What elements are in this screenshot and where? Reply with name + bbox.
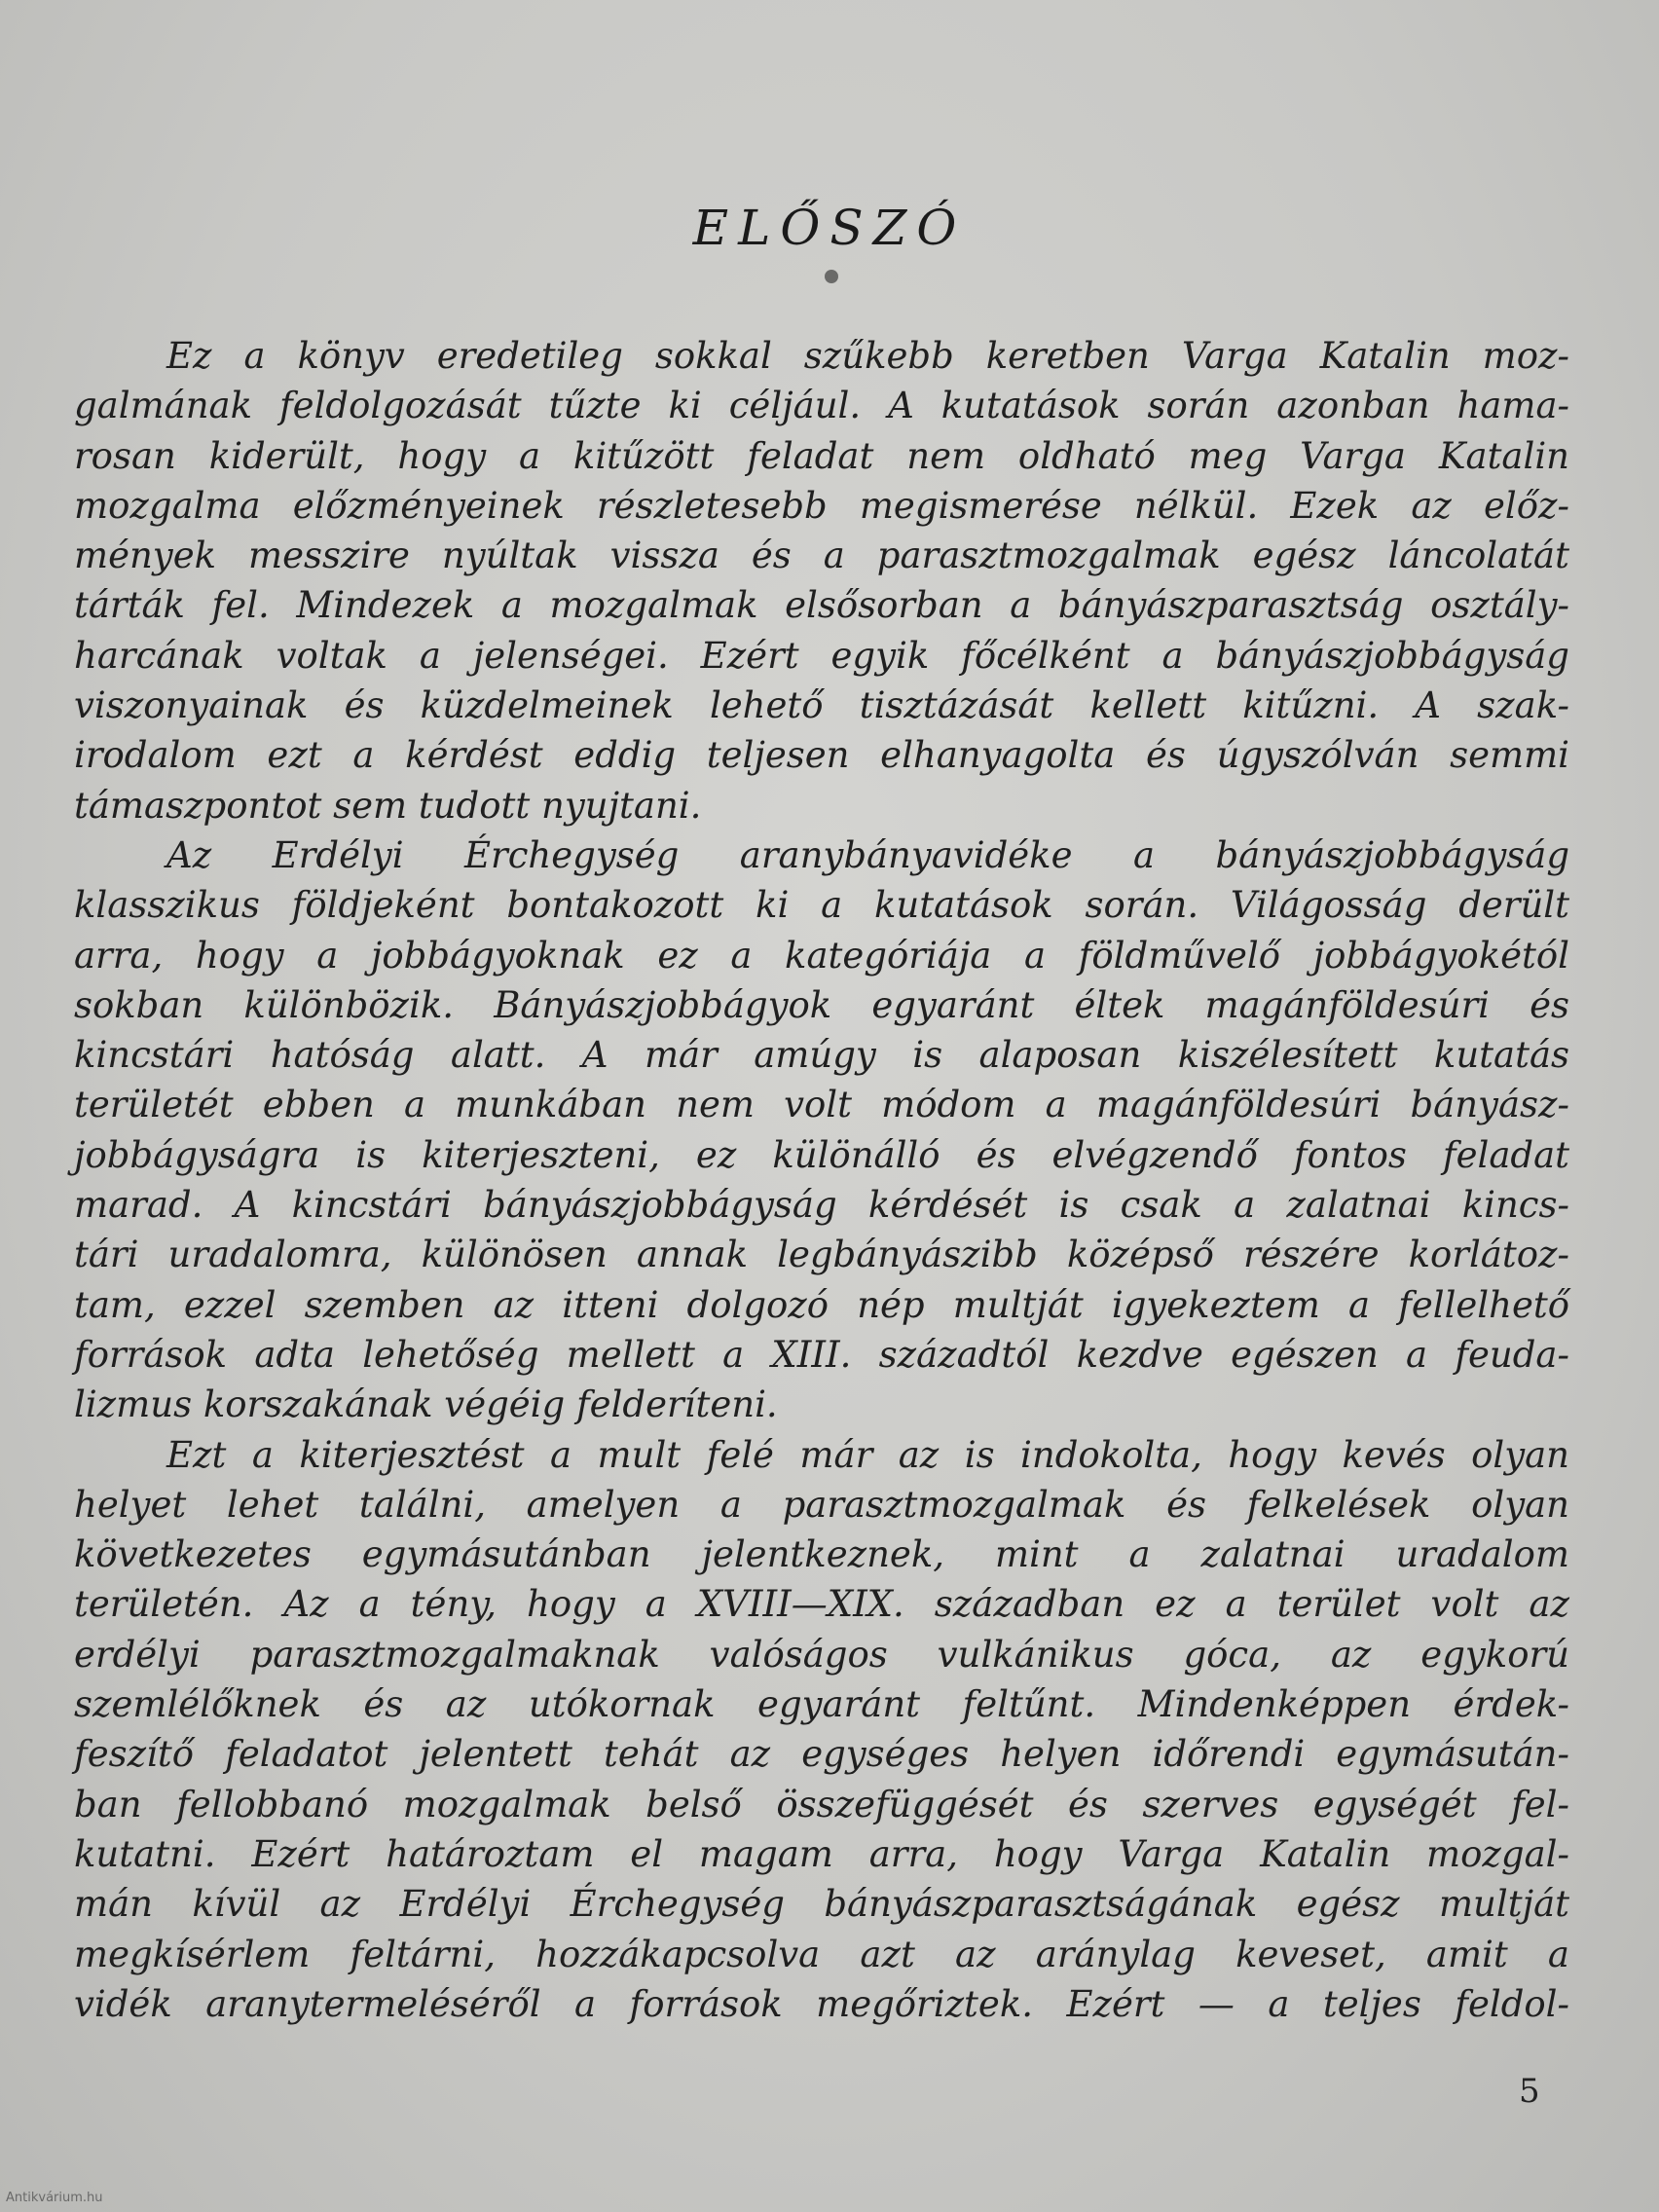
text-line: jobbágyságra is kiterjeszteni, ez különálló és elvégzendő fontos feladat [74, 1133, 1569, 1176]
text-line: lizmus korszakának végéig felderíteni. [74, 1383, 778, 1426]
text-line: klasszikus földjeként bontakozott ki a kutatások során. Világosság derült [74, 884, 1569, 927]
text-line: támaszpontot sem tudott nyujtani. [74, 784, 702, 827]
text-line: feszítő feladatot jelentett tehát az egységes helyen időrendi egymásután- [74, 1733, 1569, 1776]
text-line: mozgalma előzményeinek részletesebb megismerése nélkül. Ezek az előz- [74, 484, 1569, 527]
text-line: irodalom ezt a kérdést eddig teljesen elhanyagolta és úgyszólván semmi [74, 734, 1569, 777]
text-line: sokban különbözik. Bányászjobbágyok egyaránt éltek magánföldesúri és [74, 983, 1569, 1026]
text-line: ban fellobbanó mozgalmak belső összefüggését és szerves egységét fel- [74, 1783, 1569, 1825]
text-line: források adta lehetőség mellett a XIII. századtól kezdve egészen a feuda- [74, 1333, 1569, 1376]
page-title: ELŐSZÓ [692, 200, 967, 256]
text-line: kincstári hatóság alatt. A már amúgy is alaposan kiszélesített kutatás [74, 1034, 1569, 1077]
text-line: viszonyainak és küzdelmeinek lehető tisztázását kellett kitűzni. A szak- [74, 684, 1569, 727]
text-line: területét ebben a munkában nem volt módom a magánföldesúri bányász- [74, 1084, 1569, 1126]
watermark: Antikvárium.hu [6, 2191, 103, 2205]
text-line: tárták fel. Mindezek a mozgalmak elsősorban a bányászparasztság osztály- [74, 584, 1569, 627]
text-line: marad. A kincstári bányászjobbágyság kérdését is csak a zalatnai kincs- [74, 1184, 1569, 1227]
text-line: vidék aranytermeléséről a források megőriztek. Ezért — a teljes feldol- [74, 1982, 1569, 2025]
text-line: következetes egymásutánban jelentkeznek, mint a zalatnai uradalom [74, 1533, 1569, 1576]
text-line: erdélyi parasztmozgalmaknak valóságos vulkánikus góca, az egykorú [74, 1633, 1569, 1676]
text-line: arra, hogy a jobbágyoknak ez a kategóriája a földművelő jobbágyokétól [74, 934, 1569, 977]
text-line: megkísérlem feltárni, hozzákapcsolva azt az aránylag keveset, amit a [74, 1933, 1569, 1975]
text-line: Ezt a kiterjesztést a mult felé már az is indokolta, hogy kevés olyan [166, 1433, 1569, 1476]
text-line: helyet lehet találni, amelyen a parasztmozgalmak és felkelések olyan [74, 1483, 1569, 1526]
text-line: tam, ezzel szemben az itteni dolgozó nép multját igyekeztem a fellelhető [74, 1283, 1569, 1326]
text-line: rosan kiderült, hogy a kitűzött feladat nem oldható meg Varga Katalin [74, 434, 1569, 477]
text-line: galmának feldolgozását tűzte ki céljául. A kutatások során azonban hama- [74, 385, 1569, 427]
page-number: 5 [1519, 2072, 1540, 2111]
body-text [74, 331, 1569, 2029]
text-line: harcának voltak a jelenségei. Ezért egyik főcélként a bányászjobbágyság [74, 634, 1569, 677]
ornament-dot-icon [825, 270, 838, 283]
text-line: területén. Az a tény, hogy a XVIII—XIX. században ez a terület volt az [74, 1583, 1569, 1626]
text-line: tári uradalomra, különösen annak legbányászibb középső részére korlátoz- [74, 1234, 1569, 1276]
text-line: mán kívül az Erdélyi Érchegység bányászparasztságának egész multját [74, 1883, 1569, 1926]
text-line: kutatni. Ezért határoztam el magam arra, hogy Varga Katalin mozgal- [74, 1832, 1569, 1875]
text-line: Az Erdélyi Érchegység aranybányavidéke a bányászjobbágyság [166, 833, 1569, 876]
text-line: Ez a könyv eredetileg sokkal szűkebb keretben Varga Katalin moz- [166, 335, 1569, 377]
text-line: mények messzire nyúltak vissza és a parasztmozgalmak egész láncolatát [74, 535, 1569, 577]
text-line: szemlélőknek és az utókornak egyaránt feltűnt. Mindenképpen érdek- [74, 1683, 1569, 1726]
